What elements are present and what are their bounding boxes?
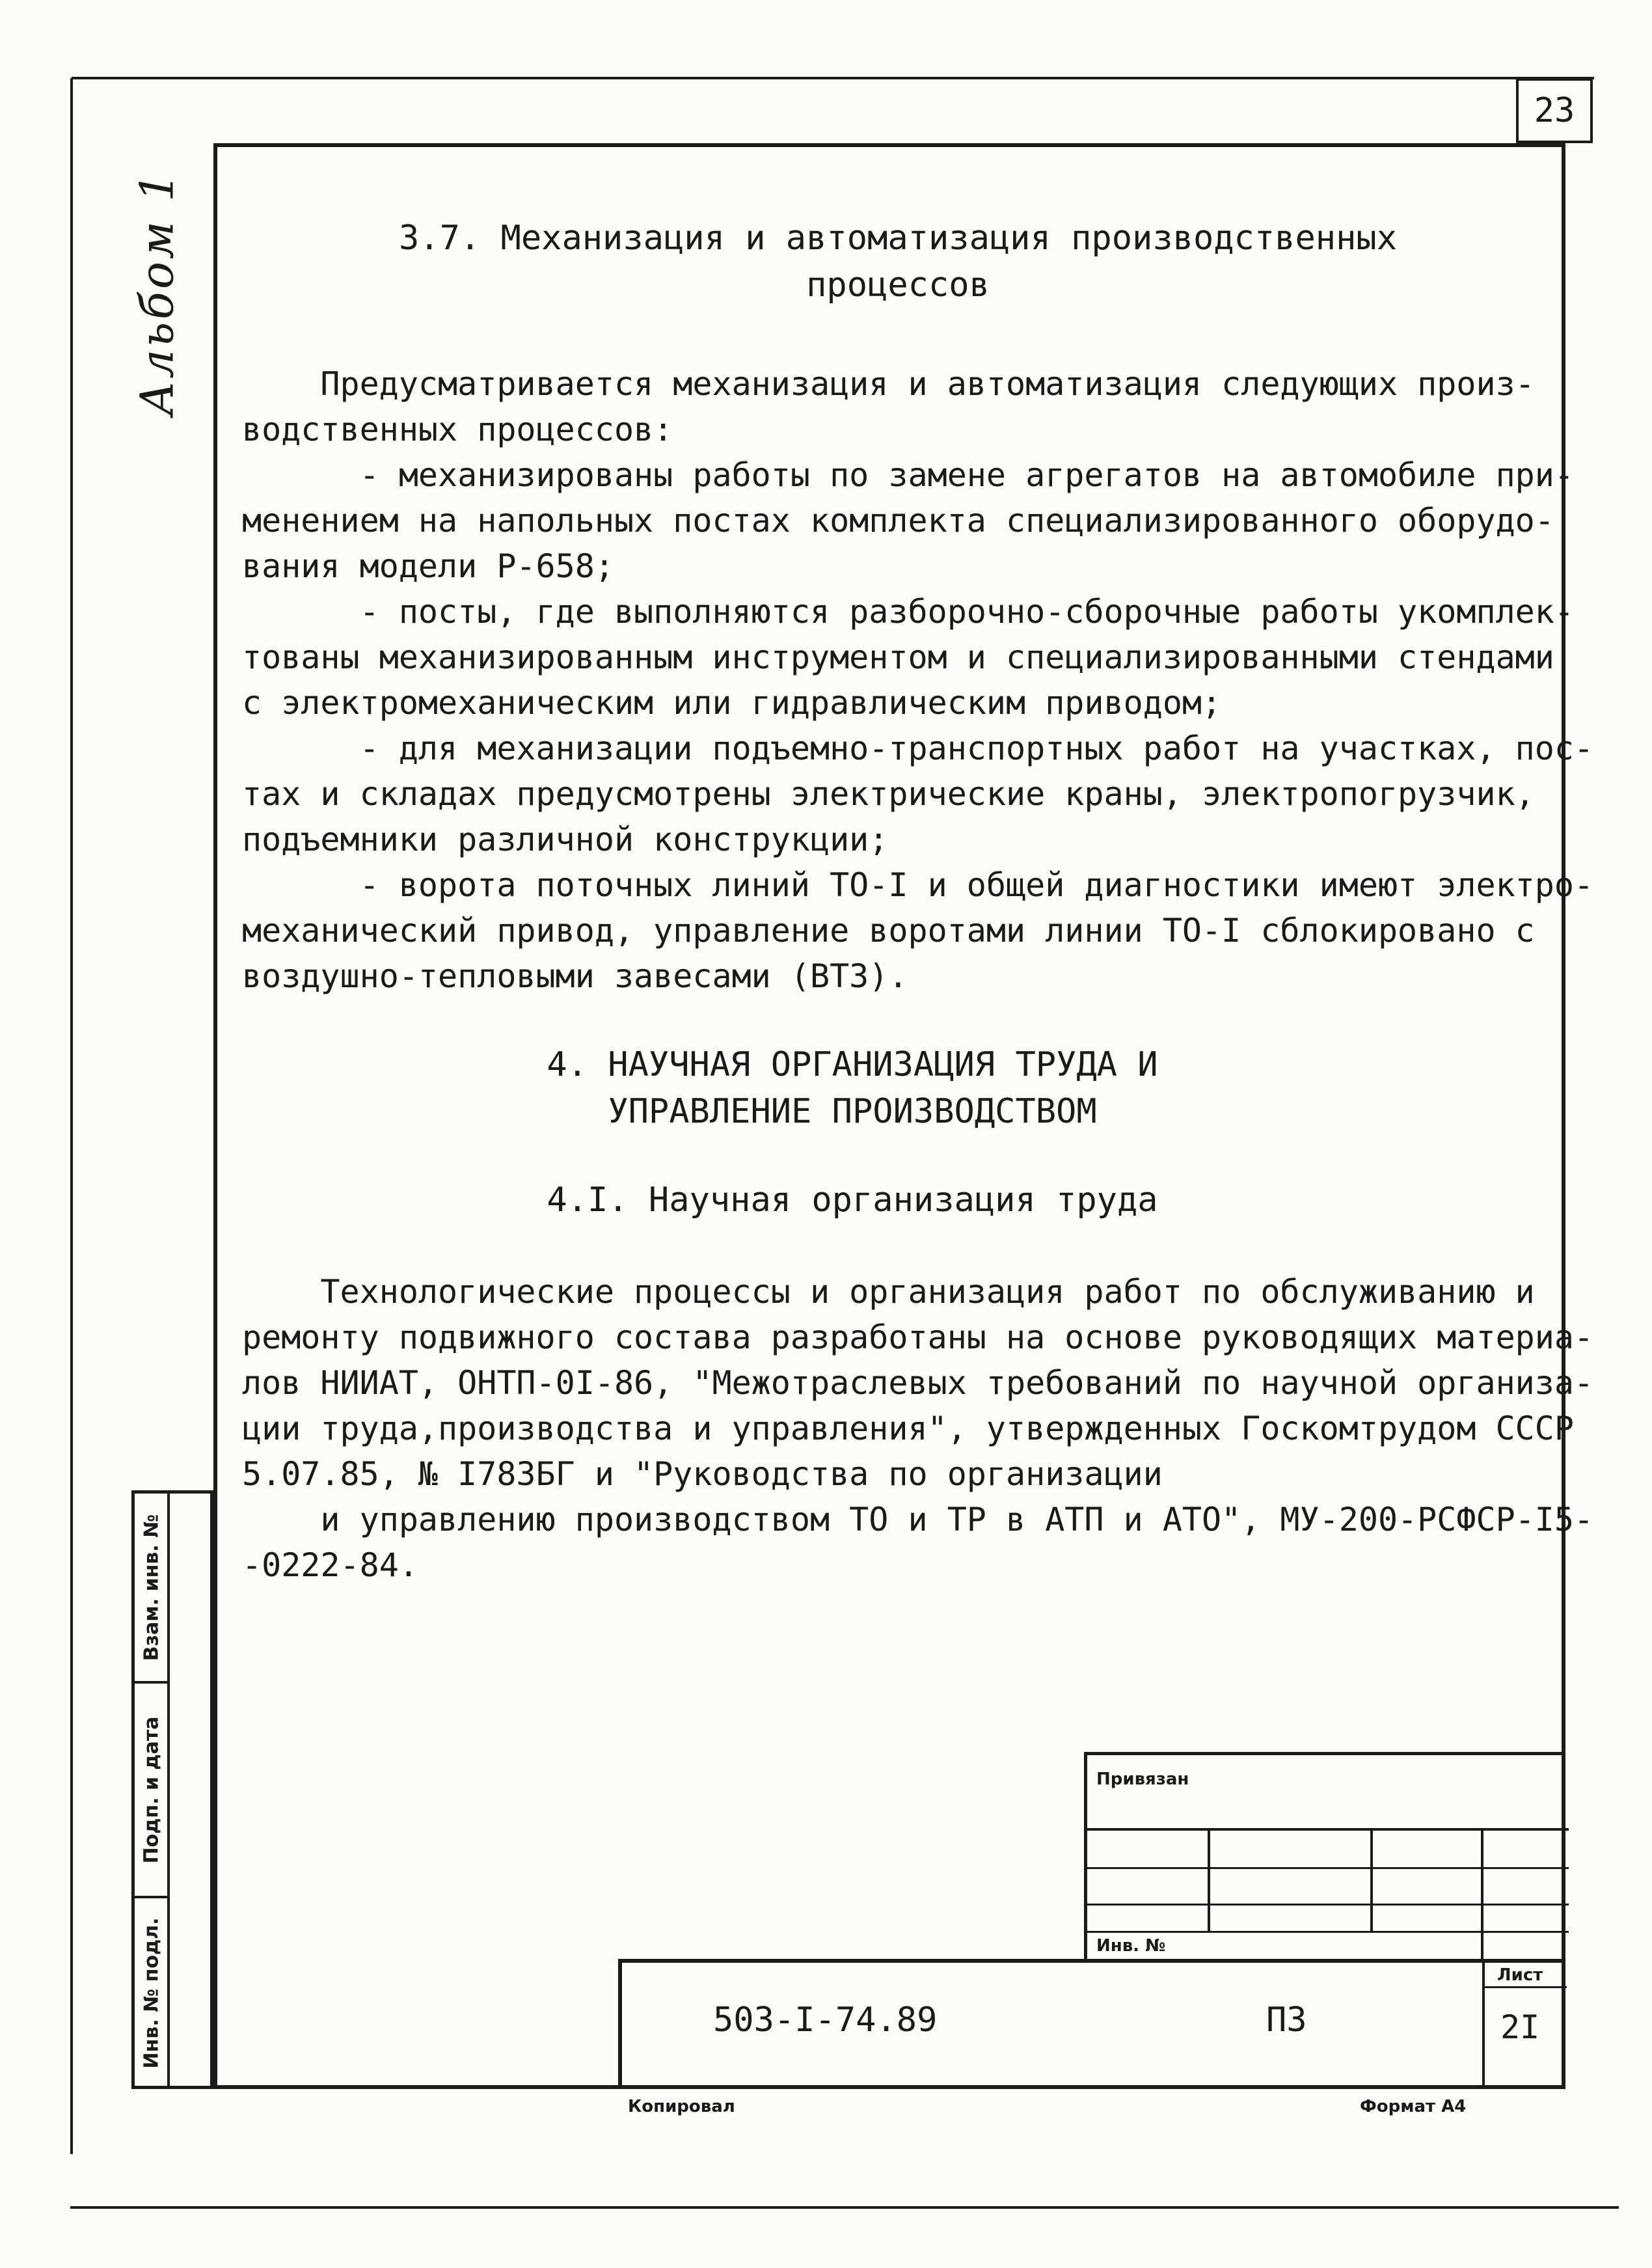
section-3-7-line-7: с электромеханическим или гидравлическим приводом; bbox=[242, 684, 1222, 722]
section-4-1-line-5: и управлению производством ТО и ТР в АТП и АТО", МУ-200-РСФСР-I5- bbox=[242, 1501, 1594, 1538]
tb-row-line-3 bbox=[1087, 1904, 1569, 1906]
section-4-1-title: 4.I. Научная организация труда bbox=[547, 1181, 1158, 1220]
page-number: 23 bbox=[1516, 78, 1593, 143]
section-3-7-line-2: - механизированы работы по замене агрегатов на автомобиле при- bbox=[242, 456, 1574, 494]
outer-bottom-line bbox=[70, 2206, 1619, 2209]
sheet-col-line bbox=[1482, 1963, 1485, 2086]
section-4-1-line-4: 5.07.85, № I783БГ и "Руководства по организации bbox=[242, 1455, 1163, 1493]
outer-top-line bbox=[72, 77, 1594, 79]
tb-row-line-4 bbox=[1087, 1931, 1569, 1933]
privyazan-label: Привязан bbox=[1096, 1769, 1189, 1789]
inv-label: Инв. № bbox=[1096, 1936, 1166, 1956]
section-3-7-title-line2: процессов bbox=[806, 266, 990, 305]
section-3-7-line-13: воздушно-тепловыми завесами (ВТЗ). bbox=[242, 957, 908, 995]
sheet-row-line bbox=[1482, 1986, 1567, 1988]
doc-type: ПЗ bbox=[1266, 2001, 1307, 2040]
outer-left-line bbox=[70, 78, 73, 2154]
tb-col-line-2 bbox=[1370, 1828, 1373, 1932]
stamp-cell-podp-data bbox=[135, 1684, 169, 1898]
side-album-text: Альбом 1 bbox=[131, 170, 185, 416]
section-3-7-title-line1: 3.7. Механизация и автоматизация производственных bbox=[398, 219, 1398, 258]
section-3-7-line-4: вания модели Р-658; bbox=[242, 547, 614, 585]
sheet-number: 2I bbox=[1500, 2008, 1540, 2046]
tb-col-line-3 bbox=[1481, 1828, 1483, 1962]
section-4-1-line-1: ремонту подвижного состава разработаны на основе руководящих материа- bbox=[242, 1318, 1594, 1356]
section-3-7-line-11: - ворота поточных линий ТО-I и общей диагностики имеют электро- bbox=[242, 866, 1594, 904]
title-block-upper bbox=[1084, 1752, 1565, 1959]
section-4-1-line-2: лов НИИАТ, ОНТП-0I-86, "Межотраслевых требований по научной организа- bbox=[242, 1364, 1594, 1402]
section-3-7-line-9: тах и складах предусмотрены электрические краны, электропогрузчик, bbox=[242, 775, 1535, 813]
stamp-column bbox=[131, 1490, 213, 2089]
format-label: Формат А4 bbox=[1360, 2097, 1467, 2116]
section-3-7-line-1: водственных процессов: bbox=[242, 411, 673, 448]
doc-code: 503-I-74.89 bbox=[713, 2001, 938, 2040]
section-3-7-line-10: подъемники различной конструкции; bbox=[242, 821, 889, 858]
tb-col-line-1 bbox=[1208, 1828, 1210, 1932]
stamp-cell-zam-inv bbox=[135, 1494, 169, 1684]
stamp-podp-data-label: Подп. и дата bbox=[140, 1715, 163, 1864]
section-3-7-line-0: Предусматривается механизация и автоматизация следующих произ- bbox=[242, 365, 1535, 403]
copied-label: Копировал bbox=[628, 2097, 735, 2116]
section-4-title-line1: 4. НАУЧНАЯ ОРГАНИЗАЦИЯ ТРУДА И bbox=[547, 1045, 1158, 1084]
sheet-label: Лист bbox=[1497, 1965, 1543, 1985]
section-3-7-line-12: механический привод, управление воротами линии ТО-I сблокировано с bbox=[242, 912, 1535, 950]
section-4-1-line-3: ции труда,производства и управления", утвержденных Госкомтрудом СССР bbox=[242, 1410, 1574, 1447]
section-4-1-line-0: Технологические процессы и организация работ по обслуживанию и bbox=[242, 1273, 1535, 1311]
side-album-label bbox=[118, 150, 196, 436]
section-3-7-line-3: менением на напольных постах комплекта специализированного оборудо- bbox=[242, 502, 1554, 540]
title-block-main bbox=[618, 1959, 1565, 2089]
section-4-1-line-6: -0222-84. bbox=[242, 1546, 418, 1584]
stamp-cell-inv-podl bbox=[135, 1898, 169, 2087]
stamp-zam-inv-label: Взам. инв. № bbox=[140, 1514, 163, 1661]
section-4-title-line2: УПРАВЛЕНИЕ ПРОИЗВОДСТВОМ bbox=[608, 1092, 1097, 1131]
tb-row-line-2 bbox=[1087, 1867, 1569, 1869]
tb-row-line-1 bbox=[1087, 1828, 1569, 1831]
section-3-7-line-5: - посты, где выполняются разборочно-сборочные работы укомплек- bbox=[242, 593, 1574, 631]
section-3-7-line-8: - для механизации подъемно-транспортных работ на участках, пос- bbox=[242, 730, 1594, 767]
stamp-inv-podl-label: Инв. № подл. bbox=[140, 1917, 163, 2069]
section-3-7-line-6: тованы механизированным инструментом и специализированными стендами bbox=[242, 638, 1554, 676]
